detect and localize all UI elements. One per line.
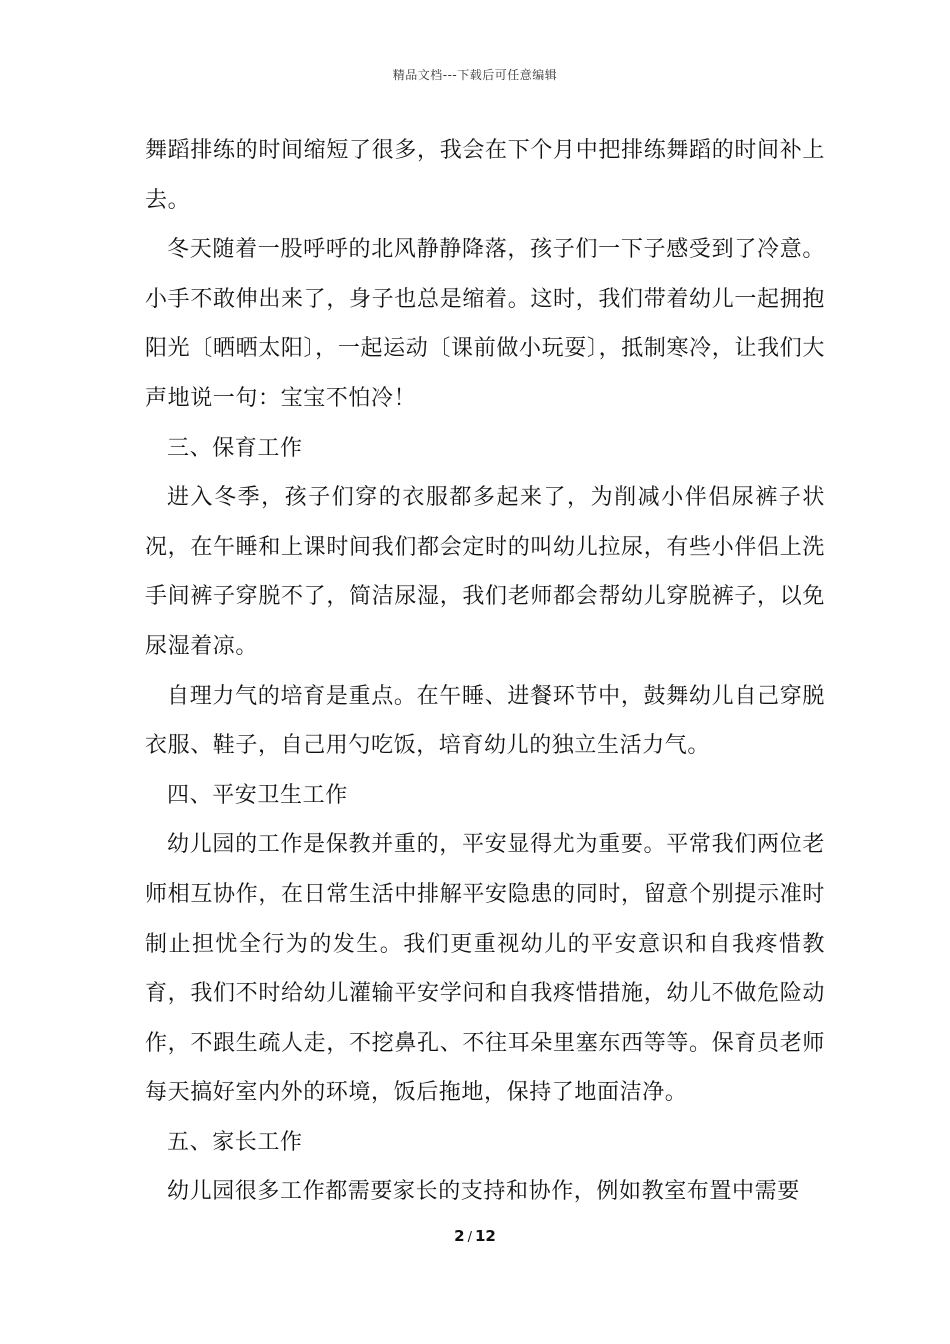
page-separator: / (467, 1230, 472, 1245)
page-header: 精品文档---下载后可任意编辑 (392, 68, 558, 82)
total-pages: 12 (474, 1227, 496, 1245)
current-page: 2 (454, 1227, 465, 1245)
section-heading-5: 五、家长工作 (167, 1129, 303, 1155)
paragraph-1: 舞蹈排练的时间缩短了很多，我会在下个月中把排练舞蹈的时间补上去。 (145, 138, 825, 213)
paragraph-6: 幼儿园很多工作都需要家长的支持和协作，例如教室布置中需要 (167, 1179, 800, 1205)
paragraph-2: 冬天随着一股呼呼的北风静静降落，孩子们一下子感受到了冷意。小手不敢伸出来了，身子也总是缩着。这时，我们带着幼儿一起拥抱阳光〔晒晒太阳〕，一起运动〔课前做小玩耍〕，抵制寒冷，让我们大声地说一句：宝宝不怕冷！ (145, 237, 825, 411)
page-number (0, 1227, 950, 1245)
section-heading-3: 三、保育工作 (167, 435, 303, 461)
paragraph-3: 进入冬季，孩子们穿的衣服都多起来了，为削减小伴侣尿裤子状况，在午睡和上课时间我们都会定时的叫幼儿拉尿，有些小伴侣上洗手间裤子穿脱不了，简洁尿湿，我们老师都会帮幼儿穿脱裤子，以免尿湿着凉。 (145, 485, 825, 659)
document-body (145, 126, 825, 1217)
paragraph-5: 幼儿园的工作是保教并重的，平安显得尤为重要。平常我们两位老师相互协作，在日常生活中排解平安隐患的同时，留意个别提示准时制止担忧全行为的发生。我们更重视幼儿的平安意识和自我疼惜教育，我们不时给幼儿灌输平安学问和自我疼惜措施，幼儿不做危险动作，不跟生疏人走，不挖鼻孔、不往耳朵里塞东西等等。保育员老师每天搞好室内外的环境，饭后拖地，保持了地面洁净。 (145, 832, 825, 1106)
section-heading-4: 四、平安卫生工作 (167, 782, 348, 808)
paragraph-4: 自理力气的培育是重点。在午睡、进餐环节中，鼓舞幼儿自己穿脱衣服、鞋子，自己用勺吃饭，培育幼儿的独立生活力气。 (145, 683, 825, 759)
